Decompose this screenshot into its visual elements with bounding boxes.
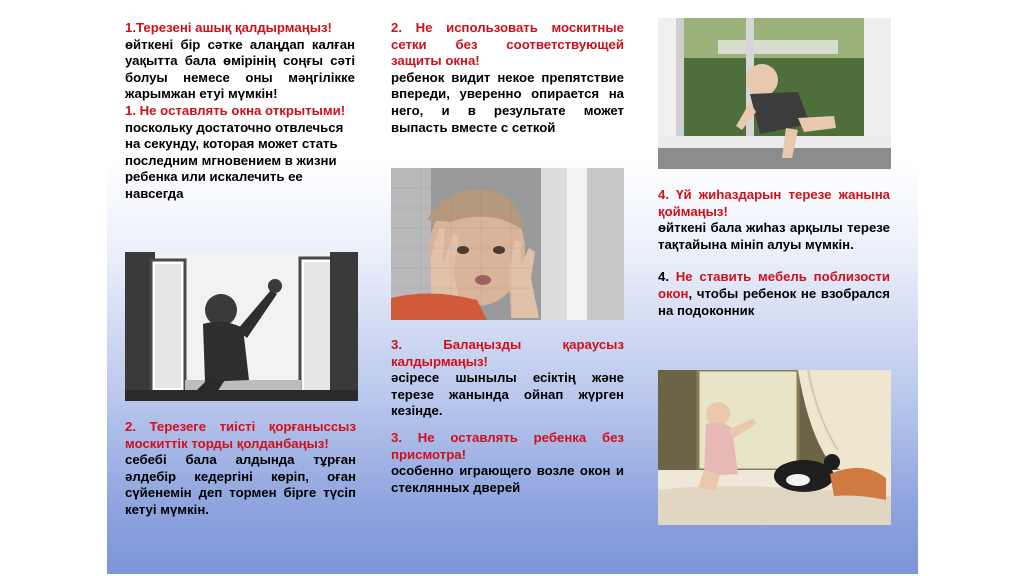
photo-child-behind-mosquito-net [391,168,624,320]
s4ru-num: 4. [658,269,669,285]
s1-title: 1.Терезені ашық қалдырмаңыз! [125,20,332,35]
s4ru-title: Не ставить мебель поблизости окон [658,269,891,301]
s3-body: әсіресе шынылы есіктің және терезе жанында ойнап жүрген кезінде. [391,370,624,419]
col2-text-bottom [391,337,624,496]
photo-child-on-window-sill [658,18,891,169]
col1-text-bottom [125,419,356,519]
s3ru-title: 3. Не оставлять ребенка без присмотра! [391,429,624,462]
s4-title: 4. Үй жиһаздарын терезе жанына қоймаңыз! [658,187,890,219]
s2-title: 2. Терезеге тиісті қорғаныссыз москиттік торды қолданбаңыз! [125,419,356,451]
photo-child-on-sofa-by-window [658,370,891,525]
s2-body: себебі бала алдында тұрған әлдебір кедергіні көріп, оған сүйенемін деп тормен бірге түсіп кетуі мүмкін. [125,452,356,517]
s2ru-body: ребенок видит некое препятствие впереди, уверенно опирается на него, и в результате может выпасть вместе с сеткой [391,69,624,135]
col3-text [658,187,890,319]
s2ru-title: 2. Не использовать москитные сетки без соответствующей защиты окна! [391,20,624,69]
s1ru-title: 1. Не оставлять окна открытыми! [125,102,346,118]
s3-title: 3. Балаңызды қараусыз калдырмаңыз! [391,337,624,369]
s1ru-body: поскольку достаточно отвлечься на секунду, которая может стать последним мгновением в жизни ребенка или искалечить ее навсегда [125,119,344,201]
col2-text-top [391,20,624,136]
s3ru-body: особенно играющего возле окон и стеклянных дверей [391,463,624,495]
col1-text-top [125,20,355,203]
s1-body: өйткені бір сәтке алаңдап калған уақытта бала өмірінің соңғы сәті болуы немесе оны мәңгілікке жарымжан етуі мүмкін! [125,36,355,102]
slide [107,0,918,574]
s4-body: өйткені бала жиһаз арқылы терезе тақтайына мініп алуы мүмкін. [658,220,890,252]
photo-child-at-open-window [125,252,358,401]
s4ru-body: , чтобы ребенок не взобрался на подоконник [658,285,890,318]
